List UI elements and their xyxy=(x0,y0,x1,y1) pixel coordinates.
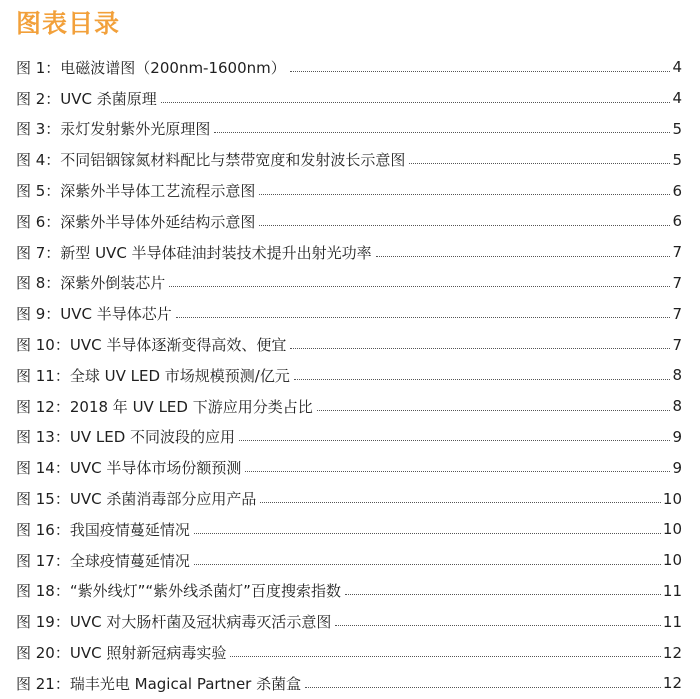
toc-entry[interactable] xyxy=(16,268,682,299)
dot-leader xyxy=(260,502,661,503)
toc-entry-page-number: 10 xyxy=(662,489,682,508)
toc-entry-page-number: 4 xyxy=(672,89,682,108)
dot-leader xyxy=(305,687,661,688)
toc-entry[interactable] xyxy=(16,668,682,699)
toc-entry[interactable] xyxy=(16,52,682,83)
toc-entry-page-number: 6 xyxy=(672,212,682,231)
toc-entry-page-number: 8 xyxy=(672,366,682,385)
toc-entry-label: 图 21：瑞丰光电 Magical Partner 杀菌盒 xyxy=(16,674,302,693)
toc-entry-page-number: 6 xyxy=(672,181,682,200)
toc-entry[interactable] xyxy=(16,483,682,514)
dot-leader xyxy=(409,163,670,164)
dot-leader xyxy=(290,71,671,72)
toc-entry-label: 图 2：UVC 杀菌原理 xyxy=(16,89,157,108)
toc-entry[interactable] xyxy=(16,206,682,237)
dot-leader xyxy=(259,194,670,195)
dot-leader xyxy=(317,410,671,411)
toc-entry-label: 图 17：全球疫情蔓延情况 xyxy=(16,551,190,570)
toc-entry-label: 图 18：“紫外线灯”“紫外线杀菌灯”百度搜索指数 xyxy=(16,582,341,601)
dot-leader xyxy=(176,317,671,318)
toc-entry-page-number: 10 xyxy=(662,520,682,539)
toc-entry-label: 图 16：我国疫情蔓延情况 xyxy=(16,520,190,539)
toc-entry-page-number: 11 xyxy=(662,581,682,600)
toc-entry-page-number: 8 xyxy=(672,397,682,416)
dot-leader xyxy=(194,533,661,534)
toc-entry-page-number: 7 xyxy=(672,335,682,354)
toc-entry[interactable] xyxy=(16,452,682,483)
dot-leader xyxy=(194,564,661,565)
toc-entry-page-number: 10 xyxy=(662,551,682,570)
toc-entry-label: 图 12：2018 年 UV LED 下游应用分类占比 xyxy=(16,397,313,416)
dot-leader xyxy=(294,379,671,380)
toc-entry-label: 图 14：UVC 半导体市场份额预测 xyxy=(16,459,242,478)
dot-leader xyxy=(169,286,670,287)
toc-entry-page-number: 7 xyxy=(672,243,682,262)
toc-entry-label: 图 19：UVC 对大肠杆菌及冠状病毒灭活示意图 xyxy=(16,613,332,632)
toc-entry-page-number: 11 xyxy=(662,612,682,631)
dot-leader xyxy=(161,102,671,103)
toc-entry[interactable] xyxy=(16,576,682,607)
toc-entry-page-number: 7 xyxy=(672,304,682,323)
dot-leader xyxy=(345,594,661,595)
toc-entry[interactable] xyxy=(16,637,682,668)
toc-entry[interactable] xyxy=(16,298,682,329)
toc-entry-page-number: 9 xyxy=(672,427,682,446)
dot-leader xyxy=(376,256,671,257)
toc-entry[interactable] xyxy=(16,83,682,114)
dot-leader xyxy=(230,656,661,657)
toc-entry[interactable] xyxy=(16,545,682,576)
toc-entry-label: 图 13：UV LED 不同波段的应用 xyxy=(16,428,236,447)
toc-entry-page-number: 5 xyxy=(672,150,682,169)
dot-leader xyxy=(245,471,670,472)
toc-entry-label: 图 11：全球 UV LED 市场规模预测/亿元 xyxy=(16,366,290,385)
toc-entry-label: 图 3：汞灯发射紫外光原理图 xyxy=(16,120,211,139)
toc-entry-label: 图 15：UVC 杀菌消毒部分应用产品 xyxy=(16,490,257,509)
toc-entry[interactable] xyxy=(16,144,682,175)
toc-entry-label: 图 6：深紫外半导体外延结构示意图 xyxy=(16,212,256,231)
toc-entry-label: 图 8：深紫外倒装芯片 xyxy=(16,274,166,293)
toc-entry-label: 图 9：UVC 半导体芯片 xyxy=(16,305,172,324)
toc-title: 图表目录 xyxy=(16,9,121,38)
toc-entry[interactable] xyxy=(16,329,682,360)
toc-entry-label: 图 20：UVC 照射新冠病毒实验 xyxy=(16,644,227,663)
toc-entry-page-number: 5 xyxy=(672,119,682,138)
toc-entry[interactable] xyxy=(16,391,682,422)
toc-entry[interactable] xyxy=(16,237,682,268)
toc-entry-page-number: 9 xyxy=(672,458,682,477)
toc-entry-page-number: 12 xyxy=(662,674,682,693)
toc-entry[interactable] xyxy=(16,606,682,637)
dot-leader xyxy=(335,625,661,626)
dot-leader xyxy=(239,440,670,441)
toc-entry[interactable] xyxy=(16,422,682,453)
toc-entry-page-number: 4 xyxy=(672,58,682,77)
toc-entry-page-number: 12 xyxy=(662,643,682,662)
toc-entry[interactable] xyxy=(16,360,682,391)
toc-entry-label: 图 4：不同铝铟镓氮材料配比与禁带宽度和发射波长示意图 xyxy=(16,151,406,170)
toc-entry-label: 图 1：电磁波谱图（200nm-1600nm） xyxy=(16,58,286,77)
toc-entry-page-number: 7 xyxy=(672,273,682,292)
toc-entry[interactable] xyxy=(16,514,682,545)
toc-entry-label: 图 5：深紫外半导体工艺流程示意图 xyxy=(16,182,256,201)
dot-leader xyxy=(214,132,670,133)
toc-entry[interactable] xyxy=(16,175,682,206)
dot-leader xyxy=(259,225,670,226)
toc-entry-label: 图 10：UVC 半导体逐渐变得高效、便宜 xyxy=(16,336,287,355)
figure-list xyxy=(16,52,682,699)
dot-leader xyxy=(290,348,670,349)
toc-entry-label: 图 7：新型 UVC 半导体硅油封装技术提升出射光功率 xyxy=(16,243,372,262)
toc-entry[interactable] xyxy=(16,114,682,145)
